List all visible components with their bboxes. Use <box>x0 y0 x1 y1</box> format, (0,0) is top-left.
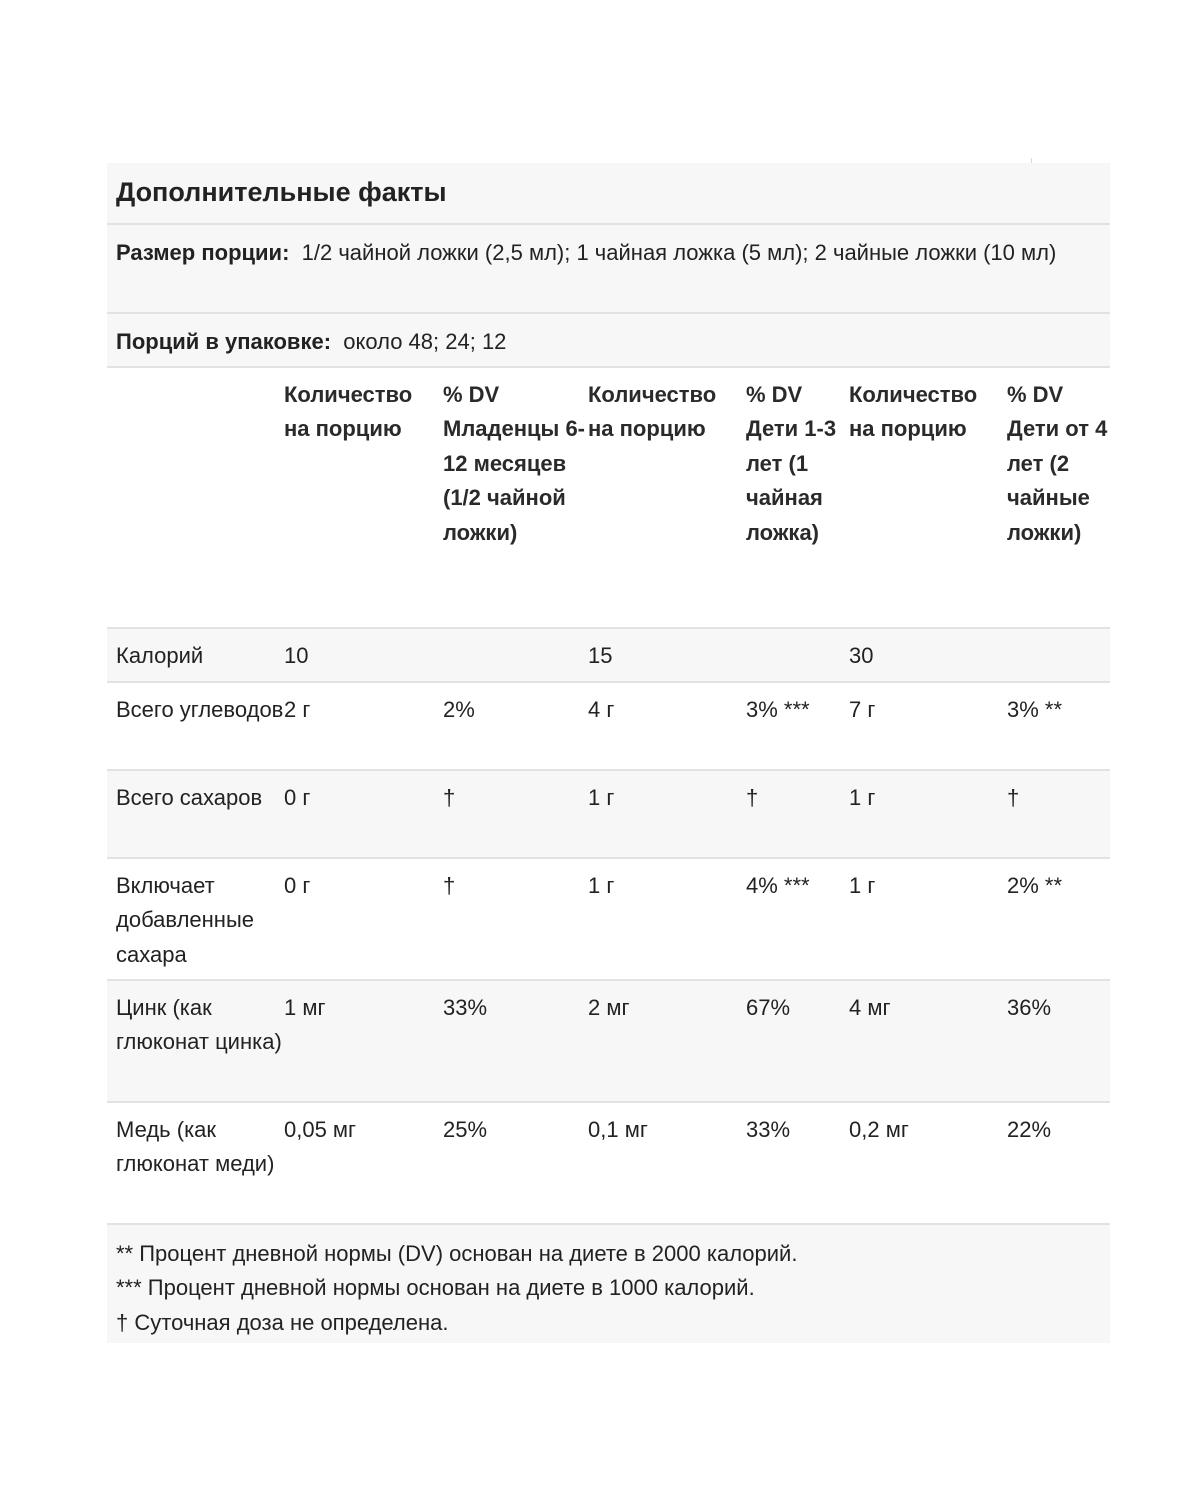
serving-size-row <box>107 225 1110 314</box>
footnote-2000-calories: ** Процент дневной нормы (DV) основан на диете в 2000 калорий. <box>116 1241 798 1266</box>
table-cell: 4% *** <box>746 873 810 898</box>
servings-per-container-label: Порций в упаковке: <box>116 329 332 354</box>
table-cell: 10 <box>284 643 309 668</box>
table-cell: 1 г <box>588 785 615 810</box>
table-row <box>107 980 1110 1102</box>
table-cell: 2 г <box>284 697 311 722</box>
table-cell <box>1007 628 1110 682</box>
table-cell: 15 <box>588 643 613 668</box>
table-cell: 4 мг <box>849 995 891 1020</box>
table-cell: 1 г <box>849 873 876 898</box>
table-cell: 1 г <box>588 873 615 898</box>
table-cell <box>443 628 588 682</box>
servings-per-container-row <box>107 314 1110 368</box>
table-cell: † <box>746 785 759 810</box>
header-cell: Количество на порцию <box>588 382 717 442</box>
serving-size-value: 1/2 чайной ложки (2,5 мл); 1 чайная ложка (5 мл); 2 чайные ложки (10 мл) <box>301 240 1057 265</box>
table-cell: 3% *** <box>746 697 810 722</box>
table-cell: 33% <box>443 995 488 1020</box>
footnote-daily-value-not-established: † Суточная доза не определена. <box>116 1309 449 1335</box>
header-cell <box>107 368 284 628</box>
table-cell: 2% <box>443 697 475 722</box>
nutrient-name: Включает добавленные сахара <box>116 873 255 967</box>
table-cell: 2% ** <box>1007 873 1063 898</box>
table-cell: 36% <box>1007 995 1052 1020</box>
table-header-row <box>107 368 1110 628</box>
nutrient-name: Всего углеводов <box>116 697 284 722</box>
table-row <box>107 1102 1110 1224</box>
header-cell: % DV Дети 1-3 лет (1 чайная ложка) <box>746 382 837 545</box>
nutrient-name: Калорий <box>116 643 204 668</box>
nutrient-name: Медь (как глюконат меди) <box>116 1117 275 1177</box>
footnote-1000-calories: *** Процент дневной нормы основан на диете в 1000 калорий. <box>116 1275 755 1301</box>
table-cell <box>746 628 849 682</box>
nutrient-name: Цинк (как глюконат цинка) <box>116 995 282 1055</box>
table-cell: 7 г <box>849 697 876 722</box>
nutrition-table <box>107 368 1110 1225</box>
table-row <box>107 628 1110 682</box>
table-row <box>107 770 1110 858</box>
table-cell: 2 мг <box>588 995 630 1020</box>
table-cell: 22% <box>1007 1117 1052 1142</box>
table-cell: 30 <box>849 643 874 668</box>
table-cell: 0,2 мг <box>849 1117 909 1142</box>
header-cell: Количество на порцию <box>284 382 413 442</box>
table-cell: 1 мг <box>284 995 326 1020</box>
nutrient-name: Всего сахаров <box>116 785 263 810</box>
table-cell: † <box>443 873 456 898</box>
header-cell: % DV Младенцы 6-12 месяцев (1/2 чайной ложки) <box>443 382 586 545</box>
serving-size-label: Размер порции: <box>116 240 290 265</box>
table-cell: 4 г <box>588 697 615 722</box>
table-row <box>107 682 1110 770</box>
table-cell: † <box>1007 785 1020 810</box>
table-cell: 0,1 мг <box>588 1117 648 1142</box>
table-cell: 0 г <box>284 785 311 810</box>
servings-per-container-value: около 48; 24; 12 <box>343 329 507 354</box>
panel-title: Дополнительные факты <box>107 163 1110 225</box>
footnotes <box>107 1225 1110 1343</box>
table-cell: 67% <box>746 995 791 1020</box>
table-row <box>107 858 1110 980</box>
table-cell: † <box>443 785 456 810</box>
table-cell: 1 г <box>849 785 876 810</box>
header-cell: Количество на порцию <box>849 382 978 442</box>
header-cell: % DV Дети от 4 лет (2 чайные ложки) <box>1007 382 1108 545</box>
table-cell: 0,05 мг <box>284 1117 357 1142</box>
table-cell: 3% ** <box>1007 697 1063 722</box>
table-cell: 33% <box>746 1117 791 1142</box>
supplement-facts-panel <box>107 163 1110 1343</box>
table-cell: 0 г <box>284 873 311 898</box>
table-cell: 25% <box>443 1117 488 1142</box>
